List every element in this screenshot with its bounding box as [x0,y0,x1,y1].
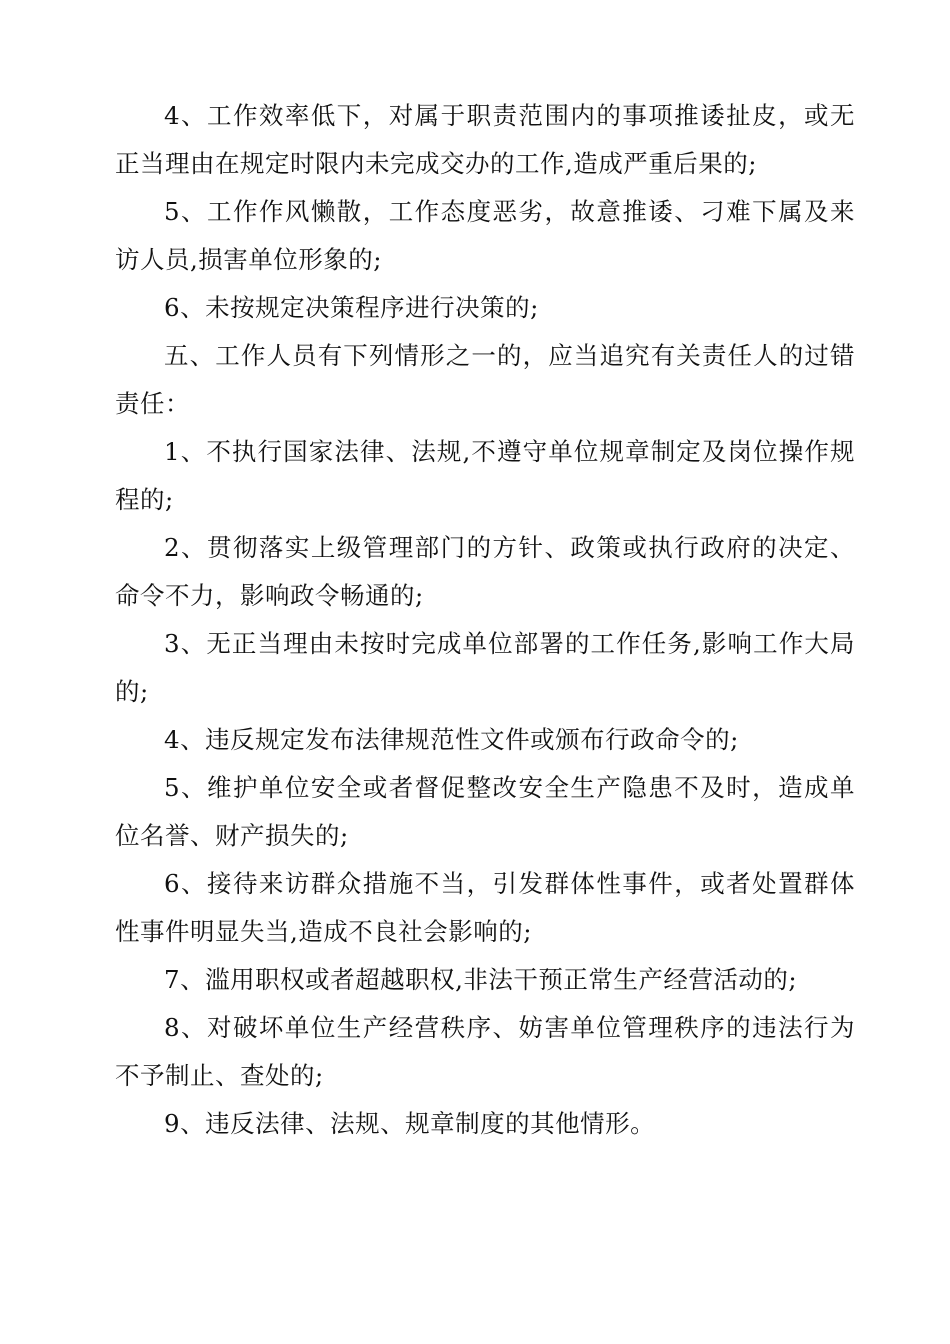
document-body [115,92,855,1148]
paragraph-item-9: 9、违反法律、法规、规章制度的其他情形。 [164,1109,656,1138]
paragraph-item-8: 8、对破坏单位生产经营秩序、妨害单位管理秩序的违法行为不予制止、查处的; [115,1013,855,1090]
paragraph-item-4: 4、工作效率低下，对属于职责范围内的事项推诿扯皮，或无正当理由在规定时限内未完成交办的工作,造成严重后果的; [115,101,855,178]
paragraph-item-5b: 5、维护单位安全或者督促整改安全生产隐患不及时，造成单位名誉、财产损失的; [115,773,855,850]
paragraph-item-2: 2、贯彻落实上级管理部门的方针、政策或执行政府的决定、命令不力，影响政令畅通的; [115,533,855,610]
paragraph-item-5: 5、工作作风懒散，工作态度恶劣，故意推诿、刁难下属及来访人员,损害单位形象的; [115,197,855,274]
paragraph-item-3: 3、无正当理由未按时完成单位部署的工作任务,影响工作大局的; [115,629,855,706]
paragraph-item-6b: 6、接待来访群众措施不当，引发群体性事件，或者处置群体性事件明显失当,造成不良社会影响的; [115,869,855,946]
section-heading-5: 五、工作人员有下列情形之一的，应当追究有关责任人的过错责任： [115,341,855,418]
paragraph-item-7: 7、滥用职权或者超越职权,非法干预正常生产经营活动的; [164,965,798,994]
paragraph-item-4b: 4、违反规定发布法律规范性文件或颁布行政命令的; [164,725,739,754]
paragraph-item-6: 6、未按规定决策程序进行决策的; [164,293,539,322]
paragraph-item-1: 1、不执行国家法律、法规,不遵守单位规章制定及岗位操作规程的; [115,437,855,514]
